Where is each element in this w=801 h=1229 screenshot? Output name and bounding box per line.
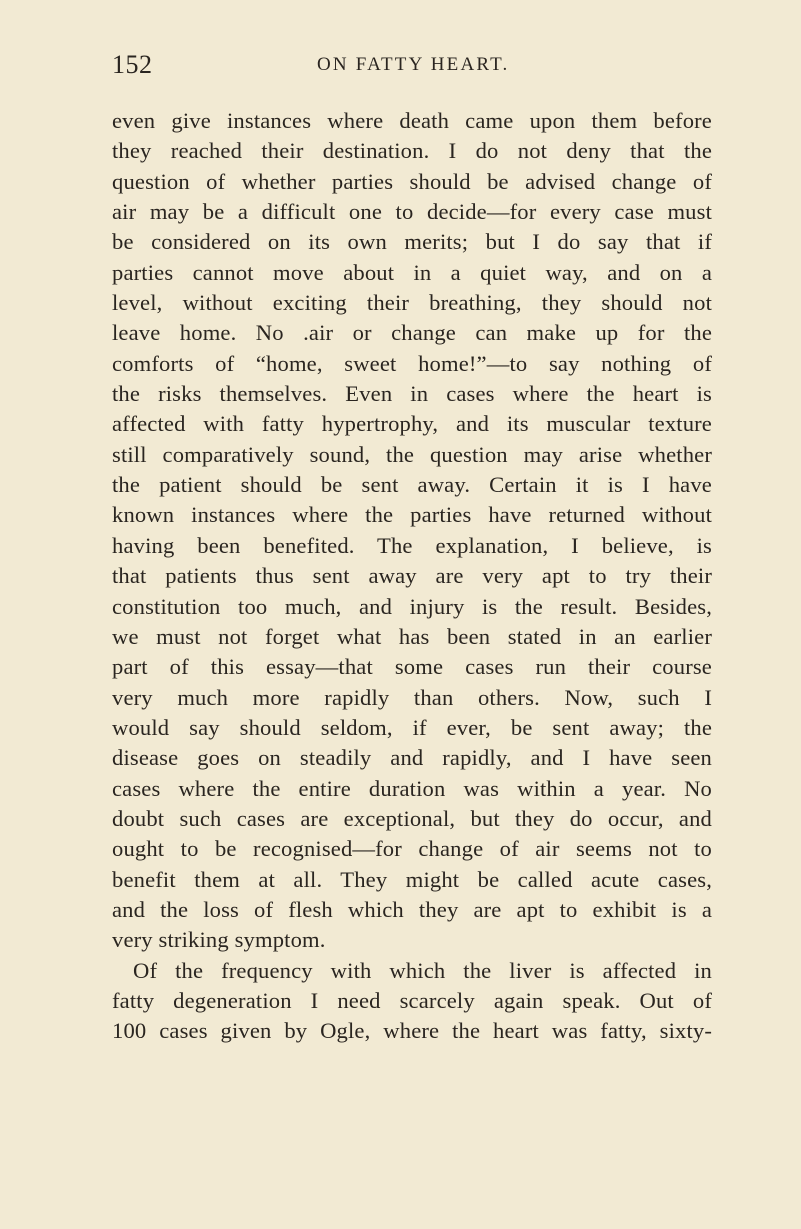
text-line: air may be a difficult one to decide—for every case must <box>112 199 712 225</box>
text-line: affected with fatty hypertrophy, and its muscular texture <box>112 411 712 437</box>
paragraph-start-line: Of the frequency with which the liver is affected in <box>133 957 712 983</box>
text-line: still comparatively sound, the question may arise whether <box>112 441 712 467</box>
text-line: disease goes on steadily and rapidly, and I have seen <box>112 745 712 771</box>
text-line: that patients thus sent away are very apt to try their <box>112 563 712 589</box>
text-line: benefit them at all. They might be called acute cases, <box>112 866 712 892</box>
text-line: ought to be recognised—for change of air seems not to <box>112 836 712 862</box>
body-text <box>112 106 712 1047</box>
text-line: level, without exciting their breathing, they should not <box>112 290 712 316</box>
text-line: they reached their destination. I do not deny that the <box>112 138 712 164</box>
text-line: fatty degeneration I need scarcely again speak. Out of <box>112 987 712 1013</box>
text-line: and the loss of flesh which they are apt to exhibit is a <box>112 896 712 922</box>
running-title: ON FATTY HEART. <box>317 54 510 75</box>
text-line: the risks themselves. Even in cases where the heart is <box>112 381 712 407</box>
paragraph-end-line: very striking symptom. <box>112 927 326 953</box>
text-line: be considered on its own merits; but I do say that if <box>112 229 712 255</box>
text-line: we must not forget what has been stated in an earlier <box>112 623 712 649</box>
text-line: comforts of “home, sweet home!”—to say nothing of <box>112 350 712 376</box>
text-line: cases where the entire duration was within a year. No <box>112 775 712 801</box>
text-line: even give instances where death came upon them before <box>112 108 712 133</box>
text-line: part of this essay—that some cases run their course <box>112 654 712 680</box>
text-line: constitution too much, and injury is the result. Besides, <box>112 593 712 619</box>
text-line: parties cannot move about in a quiet way, and on a <box>112 259 712 285</box>
running-head <box>112 50 702 80</box>
text-line: known instances where the parties have returned without <box>112 502 712 528</box>
text-line: having been benefited. The explanation, I believe, is <box>112 532 712 558</box>
text-line: doubt such cases are exceptional, but they do occur, and <box>112 805 712 831</box>
text-line: question of whether parties should be advised change of <box>112 168 712 194</box>
text-line: leave home. No .air or change can make up for the <box>112 320 712 346</box>
text-line: 100 cases given by Ogle, where the heart was fatty, sixty- <box>112 1018 712 1044</box>
text-line: would say should seldom, if ever, be sent away; the <box>112 714 712 740</box>
text-line: the patient should be sent away. Certain it is I have <box>112 472 712 498</box>
text-line: very much more rapidly than others. Now, such I <box>112 684 712 710</box>
page-number: 152 <box>112 50 153 79</box>
